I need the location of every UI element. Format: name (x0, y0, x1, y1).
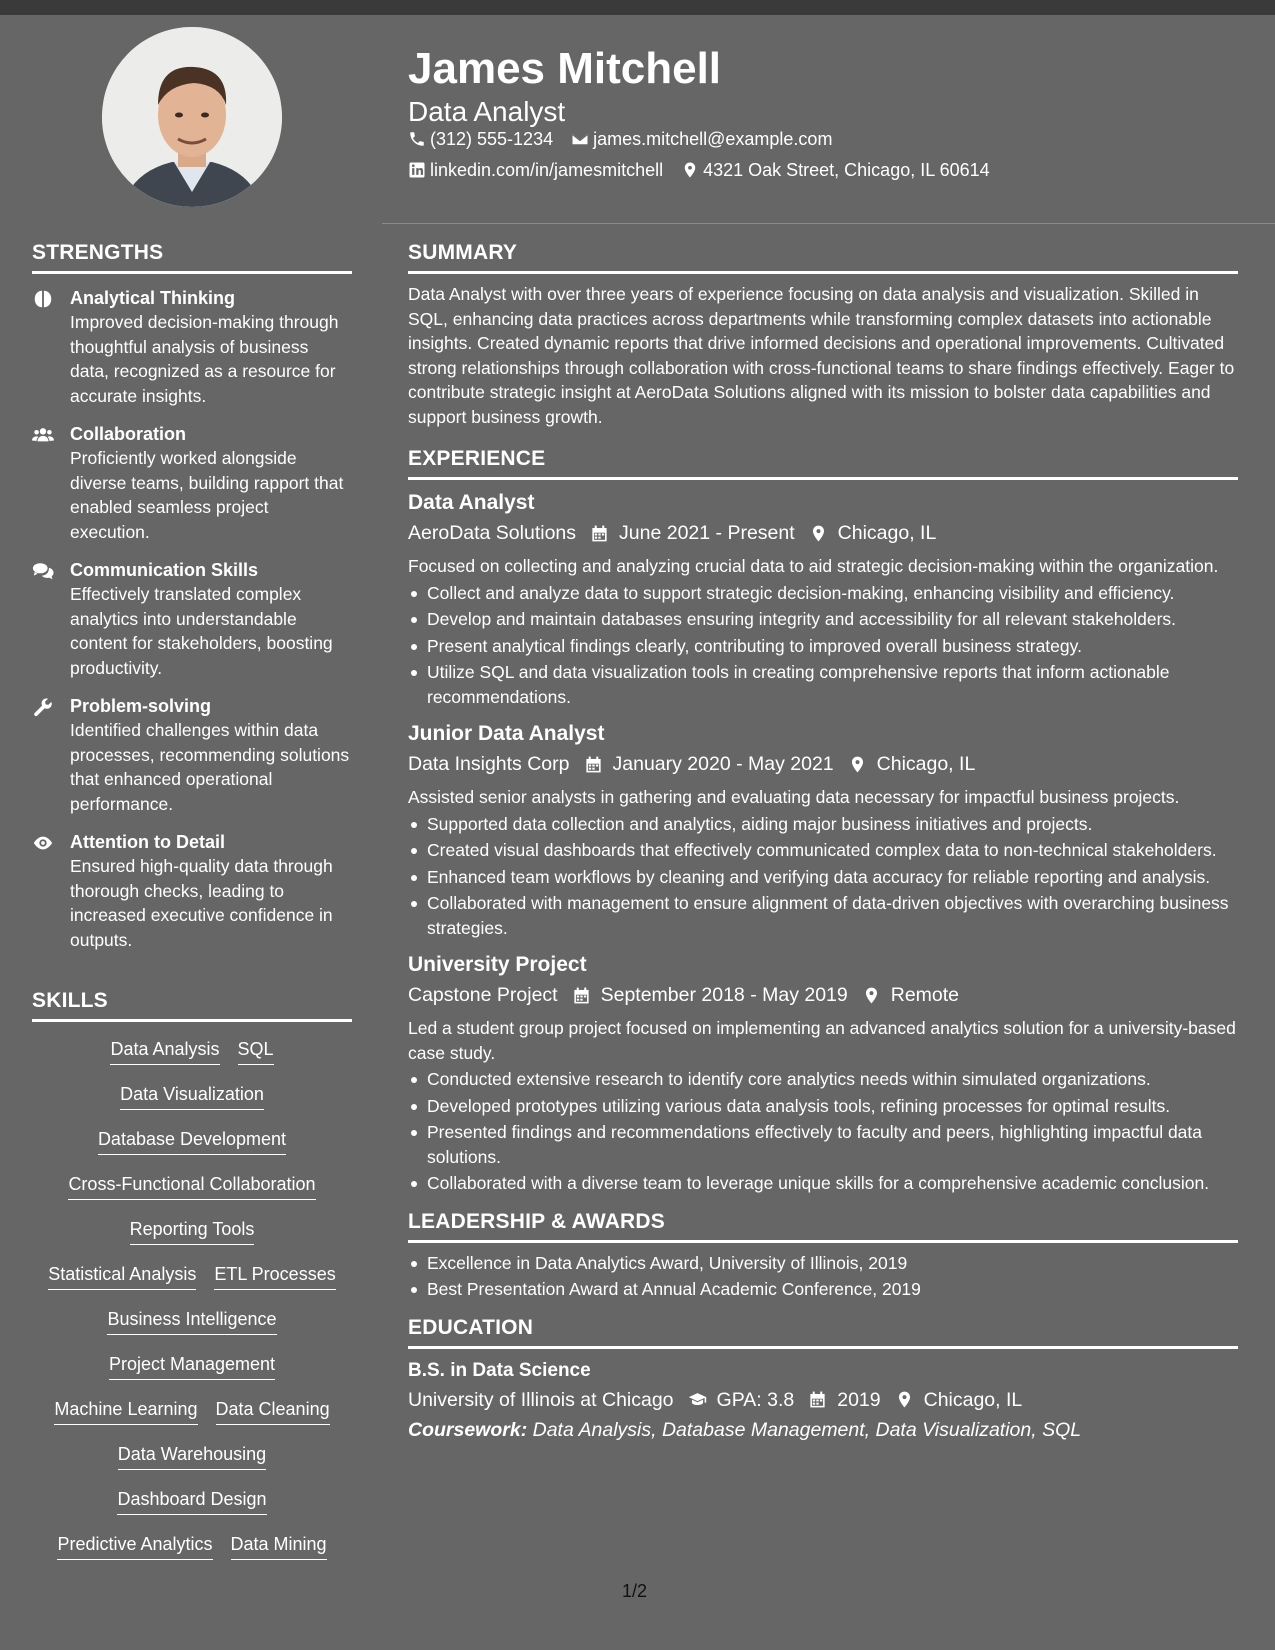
strength-desc: Effectively translated complex analytics into understandable content for stakeholders, boosting productivity. (70, 584, 333, 678)
list-item: Present analytical findings clearly, contributing to improved overall business strategy. (408, 634, 1238, 659)
list-item: Conducted extensive research to identify core analytics needs within simulated organizations. (408, 1067, 1238, 1092)
skill-tag: Reporting Tools (130, 1218, 255, 1245)
phone-contact[interactable] (408, 127, 553, 151)
list-item: Enhanced team workflows by cleaning and verifying data accuracy for reliable reporting and analysis. (408, 865, 1238, 890)
education-heading: EDUCATION (408, 1316, 1238, 1349)
email-contact[interactable] (571, 127, 832, 151)
skill-tag: Project Management (109, 1353, 275, 1380)
calendar-icon (584, 755, 603, 774)
skill-tag: Data Cleaning (216, 1398, 330, 1425)
list-item: Collaborated with management to ensure alignment of data-driven objectives with overarching business strategies. (408, 891, 1238, 940)
job-meta (408, 980, 1238, 1010)
strength-title: Communication Skills (70, 560, 259, 580)
address-text: 4321 Oak Street, Chicago, IL 60614 (703, 160, 990, 180)
list-item: Best Presentation Award at Annual Academic Conference, 2019 (408, 1277, 1238, 1302)
skill-tag: Business Intelligence (107, 1308, 276, 1335)
strength-title: Problem-solving (70, 696, 212, 716)
viewer-top-bar (0, 0, 1275, 15)
job-bullets (408, 812, 1238, 941)
list-item: Created visual dashboards that effectively communicated complex data to non-technical stakeholders. (408, 838, 1238, 863)
skill-tag: Statistical Analysis (48, 1263, 196, 1290)
job-meta (408, 749, 1238, 779)
contact-row-1 (408, 127, 832, 151)
coursework-label: Coursework: (408, 1418, 528, 1441)
job-title: University Project (408, 953, 587, 976)
job-company: Data Insights Corp (408, 753, 570, 775)
strength-desc: Improved decision-making through thoughtful analysis of business data, recognized as a resource for accurate insights. (70, 312, 339, 406)
job-bullets (408, 1067, 1238, 1196)
skill-tag: Data Mining (231, 1533, 327, 1560)
summary-heading: SUMMARY (408, 241, 1238, 274)
calendar-icon (590, 524, 609, 543)
job-company: Capstone Project (408, 984, 558, 1006)
awards-list (408, 1251, 1238, 1302)
graduation-year: 2019 (837, 1388, 881, 1411)
job-title: Data Analyst (408, 491, 535, 514)
avatar (102, 27, 282, 207)
skills-list (32, 1038, 352, 1578)
wrench-icon (32, 696, 54, 718)
resume-page (0, 15, 1275, 1650)
education-section (408, 1316, 1238, 1445)
email-text: james.mitchell@example.com (593, 129, 833, 149)
coursework-list: Data Analysis, Database Management, Data Visualization, SQL (532, 1418, 1082, 1441)
strength-item (32, 694, 352, 816)
strength-item (32, 558, 352, 680)
skills-section (32, 989, 352, 1578)
strengths-section (32, 241, 352, 966)
job-meta (408, 518, 1238, 548)
job-dates: September 2018 - May 2019 (600, 984, 848, 1006)
portrait-image (102, 27, 282, 207)
strength-item (32, 830, 352, 952)
coursework (408, 1415, 1238, 1445)
skill-tag: Data Visualization (120, 1083, 264, 1110)
right-column (408, 241, 1238, 1455)
strengths-heading: STRENGTHS (32, 241, 352, 274)
experience-section (408, 447, 1238, 1196)
contact-row-2 (408, 158, 990, 182)
linkedin-contact[interactable] (408, 158, 663, 182)
job-company: AeroData Solutions (408, 522, 577, 544)
list-item: Collaborated with a diverse team to leverage unique skills for a comprehensive academic conclusion. (408, 1171, 1238, 1196)
list-item: Presented findings and recommendations effectively to faculty and peers, highlighting impactful data solutions. (408, 1120, 1238, 1169)
job-entry (408, 950, 1238, 1196)
skill-tag: Dashboard Design (117, 1488, 266, 1515)
phone-icon (408, 130, 426, 148)
leadership-section (408, 1210, 1238, 1302)
strength-title: Attention to Detail (70, 832, 225, 852)
skill-tag: Cross-Functional Collaboration (68, 1173, 315, 1200)
summary-section (408, 241, 1238, 429)
list-item: Develop and maintain databases ensuring integrity and accessibility for all relevant stakeholders. (408, 607, 1238, 632)
skill-tag: Data Warehousing (118, 1443, 266, 1470)
list-item: Utilize SQL and data visualization tools in creating comprehensive reports that inform actionable recommendations. (408, 660, 1238, 709)
school-location: Chicago, IL (923, 1388, 1023, 1411)
job-description: Led a student group project focused on implementing an advanced analytics solution for a university-based case study. (408, 1018, 1236, 1063)
strength-desc: Proficiently worked alongside diverse teams, building rapport that enabled seamless project execution. (70, 448, 344, 542)
job-dates: June 2021 - Present (619, 522, 795, 544)
map-pin-icon (862, 986, 881, 1005)
skill-tag: ETL Processes (214, 1263, 335, 1290)
address-contact (681, 158, 990, 182)
job-entry (408, 719, 1238, 940)
map-pin-icon (895, 1390, 914, 1409)
comments-icon (32, 560, 54, 582)
users-icon (32, 424, 54, 446)
job-description: Focused on collecting and analyzing crucial data to aid strategic decision-making within the organization. (408, 556, 1219, 576)
skill-tag: Database Development (98, 1128, 286, 1155)
skill-tag: Data Analysis (110, 1038, 219, 1065)
job-location: Chicago, IL (876, 753, 976, 775)
skill-tag: SQL (238, 1038, 274, 1065)
strength-item (32, 422, 352, 544)
strength-title: Analytical Thinking (70, 288, 236, 308)
linkedin-text: linkedin.com/in/jamesmitchell (430, 160, 664, 180)
page-indicator: 1/2 (622, 1581, 648, 1601)
calendar-icon (572, 986, 591, 1005)
experience-heading: EXPERIENCE (408, 447, 1238, 480)
list-item: Supported data collection and analytics, aiding major business initiatives and projects. (408, 812, 1238, 837)
strength-title: Collaboration (70, 424, 186, 444)
gpa-text: GPA: 3.8 (716, 1388, 795, 1411)
skill-tag: Predictive Analytics (57, 1533, 212, 1560)
school-name: University of Illinois at Chicago (408, 1388, 674, 1411)
leadership-heading: LEADERSHIP & AWARDS (408, 1210, 1238, 1243)
map-pin-icon (848, 755, 867, 774)
education-meta (408, 1385, 1238, 1415)
job-dates: January 2020 - May 2021 (612, 753, 834, 775)
job-description: Assisted senior analysts in gathering and evaluating data necessary for impactful business projects. (408, 787, 1180, 807)
map-pin-icon (681, 161, 699, 179)
header-divider (382, 223, 1275, 224)
job-bullets (408, 581, 1238, 710)
job-title: Junior Data Analyst (408, 722, 605, 745)
skills-heading: SKILLS (32, 989, 352, 1022)
graduation-cap-icon (688, 1390, 707, 1409)
map-pin-icon (809, 524, 828, 543)
list-item: Excellence in Data Analytics Award, University of Illinois, 2019 (408, 1251, 1238, 1276)
candidate-name: James Mitchell (408, 44, 722, 93)
strength-item (32, 286, 352, 408)
eye-icon (32, 832, 54, 854)
degree-title: B.S. in Data Science (408, 1359, 591, 1381)
list-item: Developed prototypes utilizing various data analysis tools, refining processes for optimal results. (408, 1094, 1238, 1119)
candidate-title: Data Analyst (408, 96, 566, 127)
job-entry (408, 488, 1238, 709)
strength-desc: Identified challenges within data processes, recommending solutions that enhanced operational performance. (70, 720, 350, 814)
brain-icon (32, 288, 54, 310)
summary-text: Data Analyst with over three years of experience focusing on data analysis and visualization. Skilled in SQL, enhancing data practices across departments while transforming complex datasets into actionable insights. Created dynamic reports that drive informed decisions and operational improvements. Cultivated strong relationships through collaboration with cross-functional teams to share findings effectively. Eager to contribute strategic insight at AeroData Solutions aligned with its mission to bolster data capabilities and support business growth. (408, 284, 1235, 427)
job-location: Remote (890, 984, 960, 1006)
envelope-icon (571, 130, 589, 148)
phone-text: (312) 555-1234 (430, 129, 554, 149)
list-item: Collect and analyze data to support strategic decision-making, enhancing visibility and efficiency. (408, 581, 1238, 606)
strength-desc: Ensured high-quality data through thorough checks, leading to increased executive confidence in outputs. (70, 856, 333, 950)
job-location: Chicago, IL (837, 522, 937, 544)
linkedin-icon (408, 161, 426, 179)
skill-tag: Machine Learning (54, 1398, 197, 1425)
calendar-icon (808, 1390, 827, 1409)
